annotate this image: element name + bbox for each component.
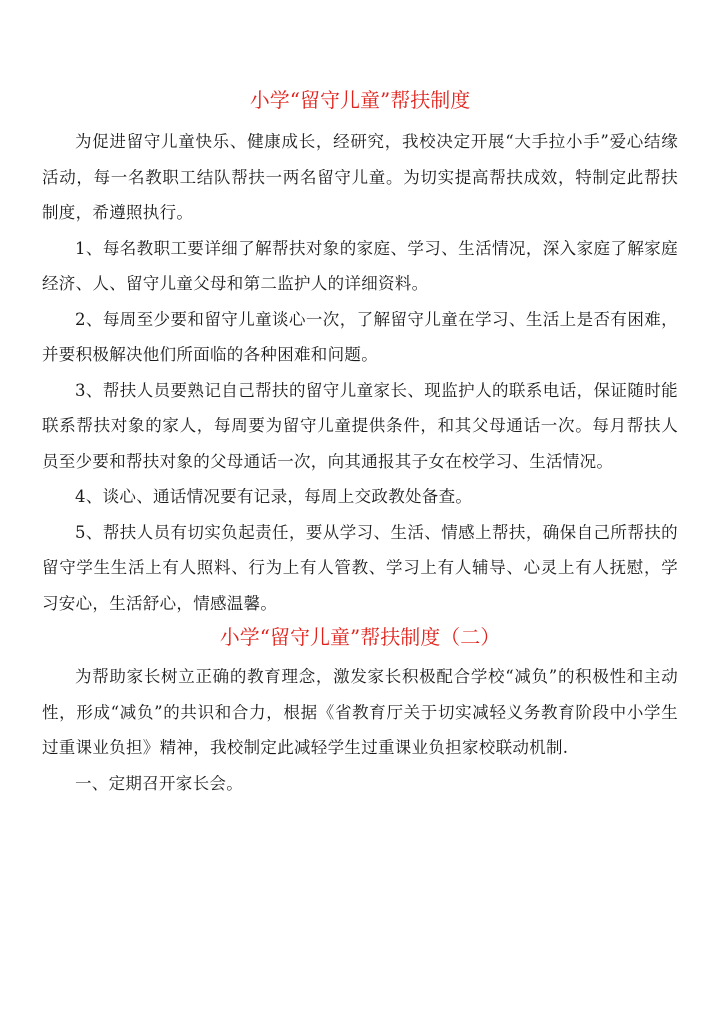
document-title: 小学“留守儿童”帮扶制度	[249, 88, 471, 112]
rule-4-paragraph: 4、谈心、通话情况要有记录，每周上交政教处备查。	[75, 487, 473, 506]
section-2-title: 小学“留守儿童”帮扶制度（二）	[219, 625, 501, 649]
rule-3-paragraph: 3、帮扶人员要熟记自己帮扶的留守儿童家长、现监护人的联系电话，保证随时能联系帮扶对象的家人，每周要为留守儿童提供条件，和其父母通话一次。每月帮扶人员至少要和帮扶对象的父母通话一次，向其通报其子女在校学习、生活情况。	[42, 380, 678, 471]
rule-2-paragraph: 2、每周至少要和留守儿童谈心一次，了解留守儿童在学习、生活上是否有困难，并要积极解决他们所面临的各种困难和问题。	[42, 309, 678, 364]
section-2-intro-paragraph: 为帮助家长树立正确的教育理念，激发家长积极配合学校“减负”的积极性和主动性，形成“减负”的共识和合力，根据《省教育厅关于切实减轻义务教育阶段中小学生过重课业负担》精神，我校制定此减轻学生过重课业负担家校联动机制.	[42, 667, 678, 757]
rule-5-paragraph: 5、帮扶人员有切实负起责任，要从学习、生活、情感上帮扶，确保自己所帮扶的留守学生生活上有人照料、行为上有人管教、学习上有人辅导、心灵上有人抚慰，学习安心，生活舒心，情感温馨。	[42, 522, 678, 613]
rule-1-paragraph: 1、每名教职工要详细了解帮扶对象的家庭、学习、生活情况，深入家庭了解家庭经济、人、留守儿童父母和第二监护人的详细资料。	[42, 238, 678, 293]
section-2-item-1: 一、定期召开家长会。	[75, 773, 243, 793]
intro-paragraph: 为促进留守儿童快乐、健康成长，经研究，我校决定开展“大手拉小手”爱心结缘活动，每一名教职工结队帮扶一两名留守儿童。为切实提高帮扶成效，特制定此帮扶制度，希遵照执行。	[42, 132, 678, 222]
